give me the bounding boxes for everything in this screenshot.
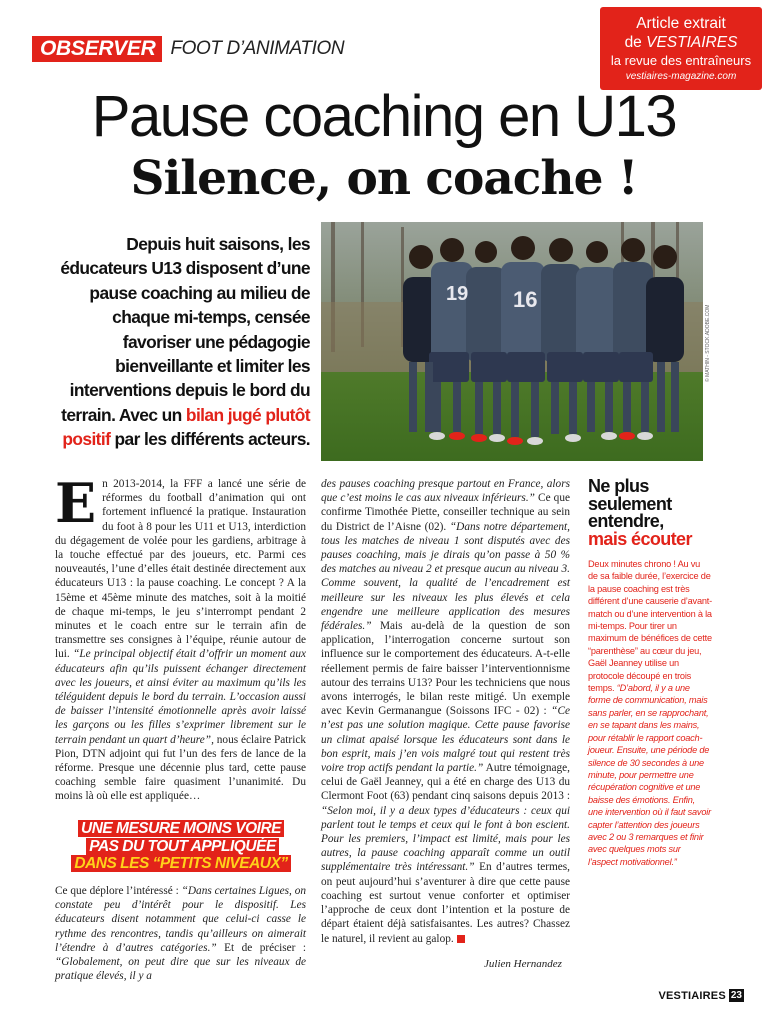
quote: des pauses coaching presque partout en France, alors que c’est moins le cas aux niveaux inférieurs.” — [321, 478, 570, 505]
paragraph-text: En d’autres termes, on peut aujourd’hui s’aventurer à dire que cette pause coaching est surtout venue conforter et optimiser l’approche de ceux dont l’intention et la posture de départ étaient déjà satisfaisantes. Les autres? Chassez le naturel, il revient au galop. — [321, 861, 571, 945]
quote: “Globalement, on peut dire que sur les niveaux de pratique élevés, il y a — [55, 956, 306, 983]
section-label: OBSERVER — [32, 36, 162, 62]
paragraph-text: Mais au-delà de la question de son application, l’interrogation concerne surtout son influence sur le comportement des éducateurs. A-t-elle réellement permis de faire baisser l’interventionnisme autour des terrains U13? Pour les techniciens que nous avons interrogés, le bilan reste mitigé. Un exemple avec Kevin Germanangue (Soissons IFC - 02) : — [321, 620, 570, 718]
sidebar-box — [588, 478, 712, 868]
paragraph — [321, 477, 570, 946]
extract-line3: la revue des entraîneurs — [610, 53, 752, 68]
article-column-1 — [55, 471, 307, 804]
footer-magazine: VESTIAIRES — [658, 989, 726, 1002]
paragraph-text: Ce que confirme Timothée Piette, conseiller technique au sein du District de l’Aisne (02). — [321, 492, 570, 533]
drop-cap: E — [55, 471, 97, 535]
standfirst-highlight: bilan jugé plutôt positif — [62, 404, 310, 450]
paragraph-text: Autre témoignage, celui de Gaël Jeanney, qui a été en charge des U13 du Clermont Foot (63) pendant cinq saisons depuis 2013 : — [321, 762, 570, 803]
sidebar-body — [588, 558, 712, 868]
intertitle-part2: DANS LES “PETITS NIVEAUX” — [71, 855, 290, 872]
photo-credit: © MATHIN - STOCK.ADOBE.COM — [705, 304, 711, 382]
intertitle — [65, 820, 297, 873]
page-number: 23 — [730, 990, 742, 1001]
paragraph-text: n 2013-2014, la FFF a lancé une série de réformes du football d’animation qui ont fortement influencé la pratique. Instauration du foot à 8 pour les U11 et U13, interdiction du dégagement de volée pour les gardiens, arbitrage à la touche effectué par des joueurs, etc. Parmi ces nouveautés, l’une d’elles était destinée directement aux éducateurs U13 : la pause coaching. Le concept ? A la 15ème et 45ème minute des matches, soit à la moitié de chaque mi-temps, le jeu s’interrompt pendant 2 minutes et le coach entre sur le terrain afin de transmettre ses consignes à l’équipe, réunie autour de lui. — [55, 478, 306, 661]
standfirst-text: Depuis huit saisons, les éducateurs U13 disposent d’une pause coaching au milieu de chaque mi-temps, censée favoriser une pédagogie bienveillante et limiter les interventions depuis le bord du terrain. Avec un — [60, 234, 310, 425]
team-huddle-photo — [321, 222, 703, 461]
extract-magazine-name: VESTIAIRES — [646, 34, 738, 51]
extract-line2 — [600, 33, 762, 52]
quote-germanangue: “Ce n’est pas une solution magique. Cette pause favorise un climat apaisé lorsque les éducateurs sont dans le bon esprit, mais j’en vois malgré tout qui restent très voire trop actifs pendant la partie.” — [321, 705, 570, 775]
end-mark — [457, 935, 465, 943]
jersey-number: 16 — [513, 287, 538, 312]
jersey-number: 19 — [446, 283, 469, 305]
sidebar-title — [588, 478, 712, 548]
page-footer — [658, 989, 744, 1002]
extract-website: vestiaires-magazine.com — [625, 71, 737, 82]
paragraph-text: Ce que déplore l’intéressé : — [55, 885, 182, 897]
extract-line1: Article extrait — [636, 15, 726, 32]
extract-badge — [600, 7, 762, 90]
quote-pion: “Le principal objectif était d’offrir un moment aux éducateurs afin qu’ils puissent échanger directement avec les joueurs, et ainsi éviter au maximum qu’ils les téléguident depuis le bord du terrain. L’occasion aussi de baisser l’intensité émotionnelle après avoir laissé les garçons ou les filles s’exprimer librement sur le terrain pendant un quart d’heure”, — [55, 648, 307, 746]
standfirst-end: par les différents acteurs. — [110, 429, 310, 450]
quote-jeanney: “Selon moi, il y a deux types d’éducateurs : ceux qui parlent tout le temps et ceux qui le font à bon escient. Pour les premiers, l’impact est limité, mais pour les autres, la pause coaching apparaît comme un outil supplémentaire très intéressant.” — [321, 804, 570, 874]
sidebar-title-black: Ne plus seulement entendre, — [588, 476, 672, 531]
sidebar-quote: “D’abord, il y a une forme de communication, mais sans parler, en se rapprochant, en se tapant dans les mains, pour rétablir le rapport coach-joueur. Ensuite, une période de silence de 30 secondes à une minute, pour permettre une récupération cognitive et une baisse des émotions. Enfin, une intervention où il faut savoir capter l’attention des joueurs avec 2 ou 3 remarques et finir avec quelques mots sur l’aspect motivationnel.” — [588, 683, 711, 867]
extract-line2-prefix: de — [624, 34, 647, 51]
sidebar-text: Deux minutes chrono ! Au vu de sa faible durée, l’exercice de la pause coaching est très différent d’une causerie d’avant-match ou d’une intervention à la mi-temps. Pour tirer un maximum de bénéfices de cette “parenthèse” au cœur du jeu, Gaël Jeanney utilise un protocole découpé en trois temps. — [588, 559, 712, 694]
headline-line1: Pause coaching en U13 — [91, 84, 677, 149]
headline-line2: Silence, on coache ! — [130, 151, 638, 206]
intertitle-part1: UNE MESURE MOINS VOIRE PAS DU TOUT APPLIQUÉE — [78, 820, 284, 855]
section-tag — [32, 36, 344, 62]
author-signature: Julien Hernandez — [484, 958, 562, 970]
team-huddle-illustration — [321, 222, 703, 461]
subsection-label: FOOT D’ANIMATION — [170, 38, 345, 59]
paragraph — [55, 884, 306, 983]
standfirst — [60, 232, 310, 452]
article-column-1-continued — [55, 884, 306, 983]
paragraph-text: Et de préciser : — [216, 941, 307, 954]
article-column-2 — [321, 477, 570, 946]
sidebar-title-red: mais écouter — [588, 528, 692, 549]
quote: “Dans certaines Ligues, on constate peu d’intérêt pour le dispositif. Les éducateurs disent notamment que celui-ci casse le rythme des rencontres, tandis qu’ailleurs on aimerait l’étendre à d’autres catégories.” — [55, 885, 306, 954]
quote-piette: “Dans notre département, tous les matches de niveau 1 sont disputés avec des pauses coaching, mais je dirais qu’on passe à 50 % des matches au niveau 2 et presque aucun au niveau 3. Comme souvent, la qualité de l’encadrement est meilleure sur les niveaux les plus élevés et cela engendre une meilleure application des mesures fédérales.” — [321, 520, 570, 633]
paragraph-text: nous éclaire Patrick Pion, DTN adjoint qui fut l’un des fers de lance de la réforme. Presque une décennie plus tard, cette pause coaching semble faire quasiment l’unanimité. Du moins là où elle est appliquée… — [55, 733, 306, 803]
